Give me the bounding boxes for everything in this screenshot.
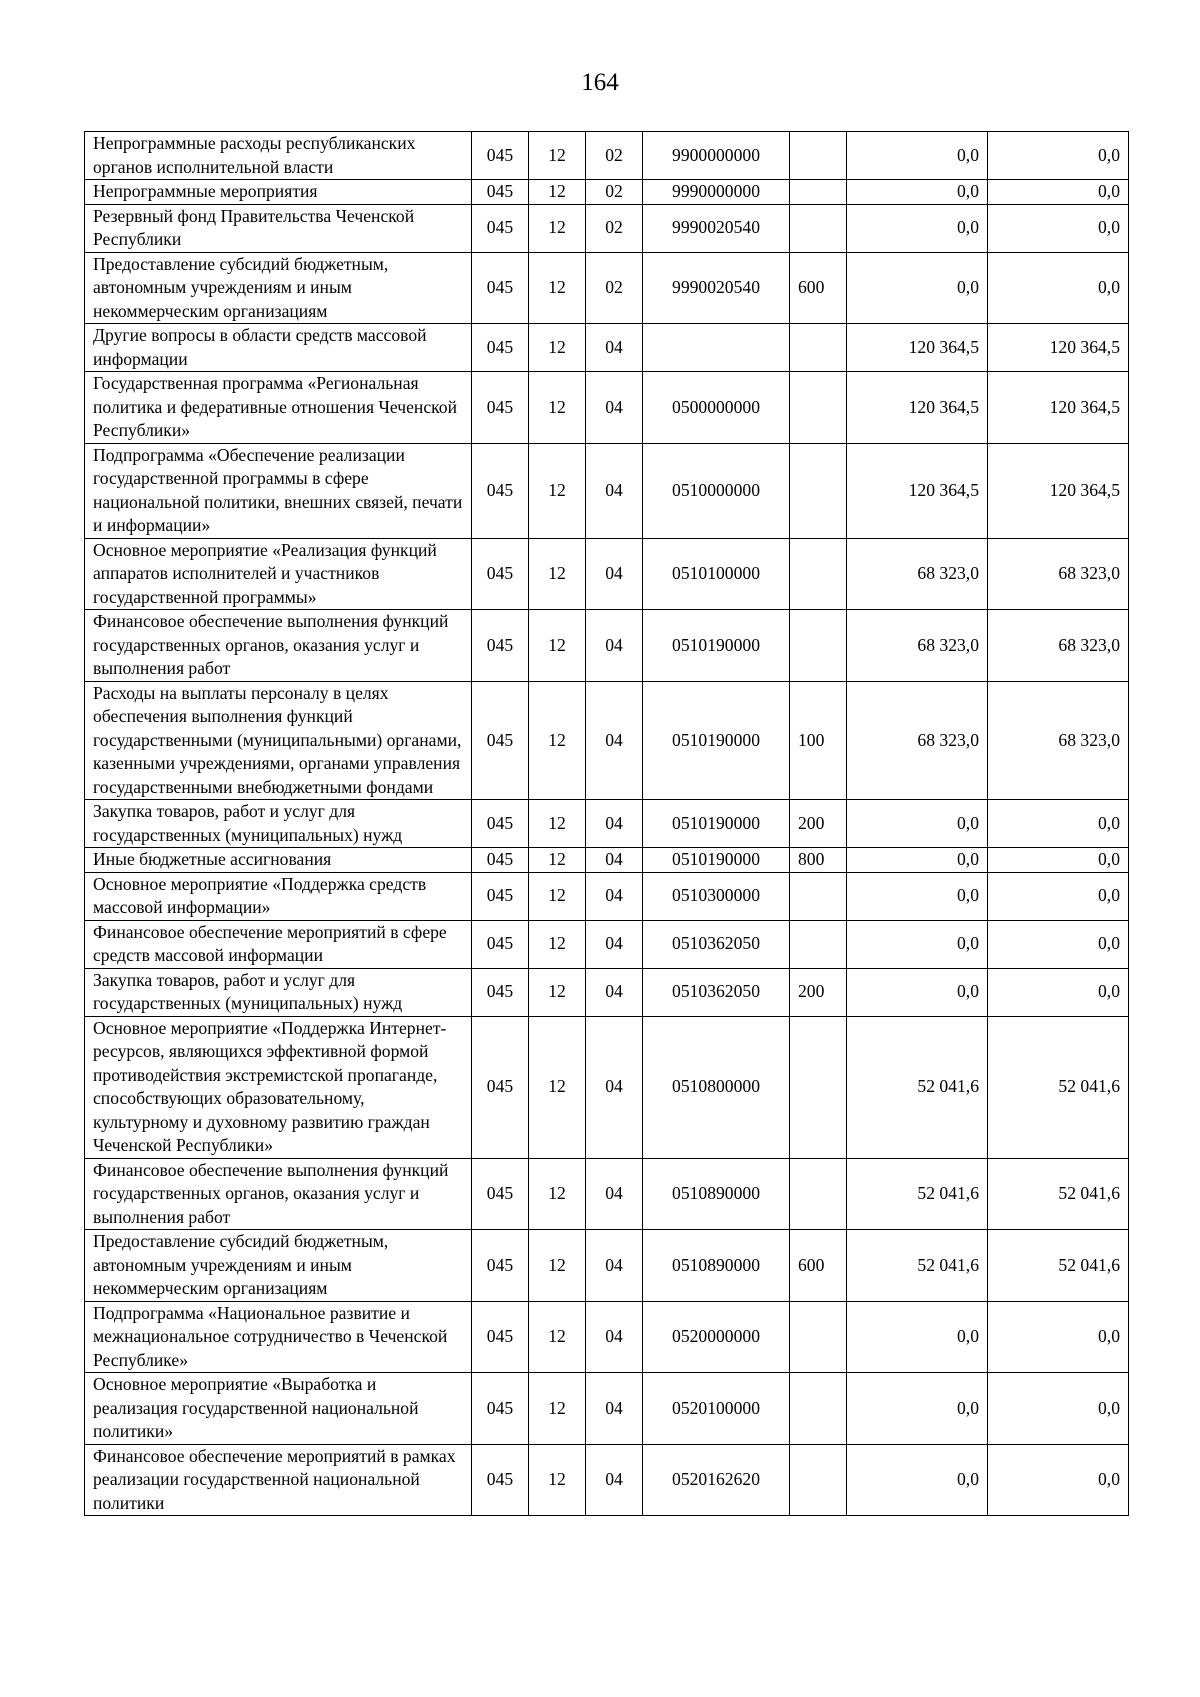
table-row: [85, 1444, 1129, 1516]
expense-type-code: [790, 132, 847, 180]
amount-year-1: 0,0: [847, 132, 988, 180]
section-code: 12: [529, 968, 586, 1016]
expense-type-code: [790, 1301, 847, 1373]
row-name: Предоставление субсидий бюджетным, автономным учреждениям и иным некоммерческим организациям: [85, 1230, 472, 1302]
amount-year-1: 68 323,0: [847, 538, 988, 610]
expense-type-code: 600: [790, 1230, 847, 1302]
target-article-code: 0510362050: [643, 968, 790, 1016]
subsection-code: 02: [586, 204, 643, 252]
section-code: 12: [529, 1373, 586, 1445]
subsection-code: 04: [586, 1301, 643, 1373]
target-article-code: 0520000000: [643, 1301, 790, 1373]
expense-type-code: [790, 1444, 847, 1516]
subsection-code: 04: [586, 800, 643, 848]
target-article-code: 0520100000: [643, 1373, 790, 1445]
table-row: [85, 252, 1129, 324]
department-code: 045: [472, 1158, 529, 1230]
table-row: [85, 443, 1129, 538]
expense-type-code: [790, 1016, 847, 1158]
subsection-code: 04: [586, 324, 643, 372]
section-code: 12: [529, 538, 586, 610]
expense-type-code: 100: [790, 681, 847, 800]
section-code: 12: [529, 848, 586, 873]
amount-year-1: 0,0: [847, 204, 988, 252]
subsection-code: 04: [586, 538, 643, 610]
amount-year-2: 120 364,5: [988, 324, 1129, 372]
target-article-code: 0510100000: [643, 538, 790, 610]
amount-year-2: 52 041,6: [988, 1230, 1129, 1302]
table-row: [85, 538, 1129, 610]
amount-year-1: 0,0: [847, 968, 988, 1016]
amount-year-1: 52 041,6: [847, 1230, 988, 1302]
table-row: [85, 324, 1129, 372]
row-name: Иные бюджетные ассигнования: [85, 848, 472, 873]
amount-year-2: 120 364,5: [988, 372, 1129, 444]
target-article-code: [643, 324, 790, 372]
table-row: [85, 872, 1129, 920]
expense-type-code: [790, 372, 847, 444]
amount-year-1: 0,0: [847, 920, 988, 968]
section-code: 12: [529, 1016, 586, 1158]
table-row: [85, 204, 1129, 252]
target-article-code: 9990020540: [643, 204, 790, 252]
department-code: 045: [472, 252, 529, 324]
section-code: 12: [529, 872, 586, 920]
department-code: 045: [472, 800, 529, 848]
amount-year-2: 0,0: [988, 872, 1129, 920]
table-row: [85, 800, 1129, 848]
table-row: [85, 372, 1129, 444]
expense-type-code: [790, 1373, 847, 1445]
target-article-code: 0510190000: [643, 848, 790, 873]
expense-type-code: [790, 610, 847, 682]
amount-year-1: 68 323,0: [847, 681, 988, 800]
amount-year-2: 0,0: [988, 132, 1129, 180]
department-code: 045: [472, 1301, 529, 1373]
row-name: Предоставление субсидий бюджетным, автономным учреждениям и иным некоммерческим организациям: [85, 252, 472, 324]
row-name: Непрограммные мероприятия: [85, 180, 472, 205]
department-code: 045: [472, 372, 529, 444]
amount-year-2: 0,0: [988, 1301, 1129, 1373]
table-row: [85, 180, 1129, 205]
amount-year-2: 120 364,5: [988, 443, 1129, 538]
row-name: Основное мероприятие «Поддержка Интернет-ресурсов, являющихся эффективной формой противодействия экстремистской пропаганде, способствующих образовательному, культурному и духовному развитию граждан Чеченской Республики»: [85, 1016, 472, 1158]
row-name: Финансовое обеспечение мероприятий в сфере средств массовой информации: [85, 920, 472, 968]
target-article-code: 0510362050: [643, 920, 790, 968]
section-code: 12: [529, 132, 586, 180]
department-code: 045: [472, 443, 529, 538]
table-row: [85, 1230, 1129, 1302]
amount-year-1: 120 364,5: [847, 372, 988, 444]
amount-year-2: 0,0: [988, 180, 1129, 205]
row-name: Другие вопросы в области средств массовой информации: [85, 324, 472, 372]
section-code: 12: [529, 1444, 586, 1516]
amount-year-2: 0,0: [988, 252, 1129, 324]
row-name: Основное мероприятие «Выработка и реализация государственной национальной политики»: [85, 1373, 472, 1445]
target-article-code: 9990000000: [643, 180, 790, 205]
row-name: Закупка товаров, работ и услуг для государственных (муниципальных) нужд: [85, 800, 472, 848]
amount-year-1: 0,0: [847, 1301, 988, 1373]
amount-year-2: 0,0: [988, 1444, 1129, 1516]
row-name: Резервный фонд Правительства Чеченской Республики: [85, 204, 472, 252]
expense-type-code: 600: [790, 252, 847, 324]
amount-year-1: 0,0: [847, 1444, 988, 1516]
subsection-code: 02: [586, 252, 643, 324]
section-code: 12: [529, 252, 586, 324]
table-row: [85, 1373, 1129, 1445]
target-article-code: 0510890000: [643, 1158, 790, 1230]
expense-type-code: [790, 538, 847, 610]
row-name: Подпрограмма «Обеспечение реализации государственной программы в сфере национальной политики, внешних связей, печати и информации»: [85, 443, 472, 538]
table-row: [85, 1301, 1129, 1373]
row-name: Непрограммные расходы республиканских органов исполнительной власти: [85, 132, 472, 180]
target-article-code: 0510800000: [643, 1016, 790, 1158]
amount-year-1: 0,0: [847, 800, 988, 848]
section-code: 12: [529, 443, 586, 538]
section-code: 12: [529, 180, 586, 205]
row-name: Подпрограмма «Национальное развитие и межнациональное сотрудничество в Чеченской Республике»: [85, 1301, 472, 1373]
subsection-code: 04: [586, 1016, 643, 1158]
department-code: 045: [472, 848, 529, 873]
page-number: 164: [581, 69, 619, 96]
budget-table: [84, 131, 1129, 1516]
target-article-code: 0510000000: [643, 443, 790, 538]
department-code: 045: [472, 1016, 529, 1158]
row-name: Финансовое обеспечение выполнения функций государственных органов, оказания услуг и выполнения работ: [85, 1158, 472, 1230]
department-code: 045: [472, 1373, 529, 1445]
target-article-code: 0500000000: [643, 372, 790, 444]
section-code: 12: [529, 1301, 586, 1373]
row-name: Государственная программа «Региональная политика и федеративные отношения Чеченской Республики»: [85, 372, 472, 444]
amount-year-1: 0,0: [847, 848, 988, 873]
subsection-code: 04: [586, 872, 643, 920]
department-code: 045: [472, 132, 529, 180]
table-row: [85, 968, 1129, 1016]
expense-type-code: [790, 872, 847, 920]
row-name: Финансовое обеспечение выполнения функций государственных органов, оказания услуг и выполнения работ: [85, 610, 472, 682]
amount-year-2: 52 041,6: [988, 1158, 1129, 1230]
expense-type-code: [790, 443, 847, 538]
subsection-code: 04: [586, 681, 643, 800]
section-code: 12: [529, 1158, 586, 1230]
amount-year-2: 0,0: [988, 968, 1129, 1016]
department-code: 045: [472, 872, 529, 920]
section-code: 12: [529, 610, 586, 682]
target-article-code: 9990020540: [643, 252, 790, 324]
amount-year-2: 0,0: [988, 848, 1129, 873]
expense-type-code: 200: [790, 800, 847, 848]
expense-type-code: [790, 920, 847, 968]
department-code: 045: [472, 920, 529, 968]
expense-type-code: 800: [790, 848, 847, 873]
department-code: 045: [472, 610, 529, 682]
department-code: 045: [472, 1230, 529, 1302]
subsection-code: 04: [586, 372, 643, 444]
row-name: Основное мероприятие «Поддержка средств массовой информации»: [85, 872, 472, 920]
table-row: [85, 1158, 1129, 1230]
row-name: Расходы на выплаты персоналу в целях обеспечения выполнения функций государственными (муниципальными) органами, казенными учреждениями, органами управления государственными внебюджетными фондами: [85, 681, 472, 800]
amount-year-1: 52 041,6: [847, 1016, 988, 1158]
department-code: 045: [472, 968, 529, 1016]
section-code: 12: [529, 800, 586, 848]
row-name: Основное мероприятие «Реализация функций аппаратов исполнителей и участников государственной программы»: [85, 538, 472, 610]
department-code: 045: [472, 204, 529, 252]
subsection-code: 04: [586, 920, 643, 968]
amount-year-1: 0,0: [847, 872, 988, 920]
amount-year-1: 0,0: [847, 1373, 988, 1445]
amount-year-1: 52 041,6: [847, 1158, 988, 1230]
amount-year-2: 0,0: [988, 800, 1129, 848]
target-article-code: 9900000000: [643, 132, 790, 180]
expense-type-code: [790, 324, 847, 372]
subsection-code: 04: [586, 1230, 643, 1302]
target-article-code: 0520162620: [643, 1444, 790, 1516]
table-row: [85, 1016, 1129, 1158]
amount-year-2: 68 323,0: [988, 610, 1129, 682]
department-code: 045: [472, 538, 529, 610]
row-name: Закупка товаров, работ и услуг для государственных (муниципальных) нужд: [85, 968, 472, 1016]
table-row: [85, 132, 1129, 180]
amount-year-1: 0,0: [847, 252, 988, 324]
table-row: [85, 920, 1129, 968]
target-article-code: 0510300000: [643, 872, 790, 920]
subsection-code: 04: [586, 848, 643, 873]
table-row: [85, 681, 1129, 800]
section-code: 12: [529, 204, 586, 252]
subsection-code: 04: [586, 968, 643, 1016]
target-article-code: 0510890000: [643, 1230, 790, 1302]
table-row: [85, 848, 1129, 873]
expense-type-code: [790, 1158, 847, 1230]
subsection-code: 04: [586, 443, 643, 538]
subsection-code: 02: [586, 132, 643, 180]
subsection-code: 04: [586, 1373, 643, 1445]
amount-year-2: 68 323,0: [988, 538, 1129, 610]
target-article-code: 0510190000: [643, 800, 790, 848]
budget-table-body: [85, 132, 1129, 1516]
amount-year-1: 68 323,0: [847, 610, 988, 682]
department-code: 045: [472, 1444, 529, 1516]
amount-year-2: 0,0: [988, 204, 1129, 252]
amount-year-2: 0,0: [988, 1373, 1129, 1445]
amount-year-2: 0,0: [988, 920, 1129, 968]
subsection-code: 02: [586, 180, 643, 205]
section-code: 12: [529, 920, 586, 968]
amount-year-2: 52 041,6: [988, 1016, 1129, 1158]
section-code: 12: [529, 681, 586, 800]
subsection-code: 04: [586, 1158, 643, 1230]
department-code: 045: [472, 681, 529, 800]
section-code: 12: [529, 372, 586, 444]
amount-year-1: 120 364,5: [847, 443, 988, 538]
expense-type-code: [790, 204, 847, 252]
amount-year-2: 68 323,0: [988, 681, 1129, 800]
table-row: [85, 610, 1129, 682]
department-code: 045: [472, 180, 529, 205]
expense-type-code: 200: [790, 968, 847, 1016]
section-code: 12: [529, 1230, 586, 1302]
subsection-code: 04: [586, 1444, 643, 1516]
target-article-code: 0510190000: [643, 610, 790, 682]
target-article-code: 0510190000: [643, 681, 790, 800]
department-code: 045: [472, 324, 529, 372]
row-name: Финансовое обеспечение мероприятий в рамках реализации государственной национальной политики: [85, 1444, 472, 1516]
expense-type-code: [790, 180, 847, 205]
subsection-code: 04: [586, 610, 643, 682]
section-code: 12: [529, 324, 586, 372]
amount-year-1: 120 364,5: [847, 324, 988, 372]
amount-year-1: 0,0: [847, 180, 988, 205]
